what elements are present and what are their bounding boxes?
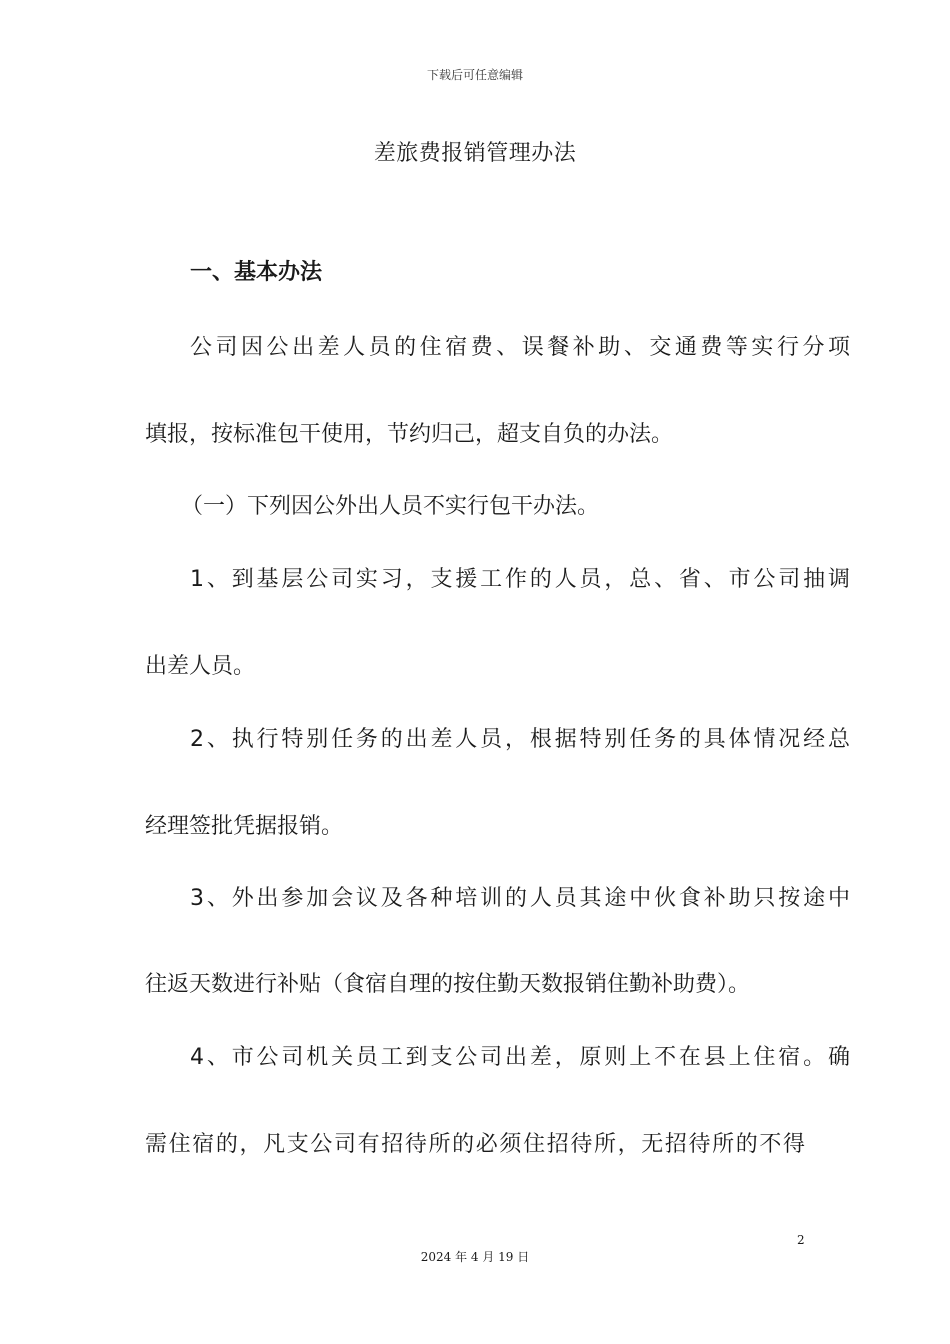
paragraph-line: 3、外出参加会议及各种培训的人员其途中伙食补助只按途中 bbox=[190, 886, 850, 911]
section-heading: 一、基本办法 bbox=[190, 260, 323, 285]
paragraph-line: 需住宿的，凡支公司有招待所的必须住招待所，无招待所的不得 bbox=[145, 1132, 805, 1157]
document-title: 差旅费报销管理办法 bbox=[373, 141, 577, 166]
subsection-heading: （一）下列因公外出人员不实行包干办法。 bbox=[181, 494, 600, 519]
paragraph-line: 4、市公司机关员工到支公司出差，原则上不在县上住宿。确 bbox=[190, 1045, 850, 1070]
paragraph-line: 2、执行特别任务的出差人员，根据特别任务的具体情况经总 bbox=[190, 727, 850, 752]
paragraph-line: 往返天数进行补贴（食宿自理的按住勤天数报销住勤补助费）。 bbox=[145, 972, 751, 997]
paragraph-line: 出差人员。 bbox=[145, 654, 256, 679]
paragraph-line: 公司因公出差人员的住宿费、误餐补助、交通费等实行分项 bbox=[190, 335, 850, 360]
page-number: 2 bbox=[797, 1233, 805, 1247]
paragraph-line: 1、到基层公司实习，支援工作的人员，总、省、市公司抽调 bbox=[190, 567, 850, 592]
paragraph-line: 经理签批凭据报销。 bbox=[145, 814, 344, 839]
paragraph-line: 填报，按标准包干使用，节约归己，超支自负的办法。 bbox=[145, 422, 674, 447]
header-note: 下载后可任意编辑 bbox=[426, 68, 523, 82]
footer-date: 2024 年 4 月 19 日 bbox=[420, 1250, 530, 1264]
